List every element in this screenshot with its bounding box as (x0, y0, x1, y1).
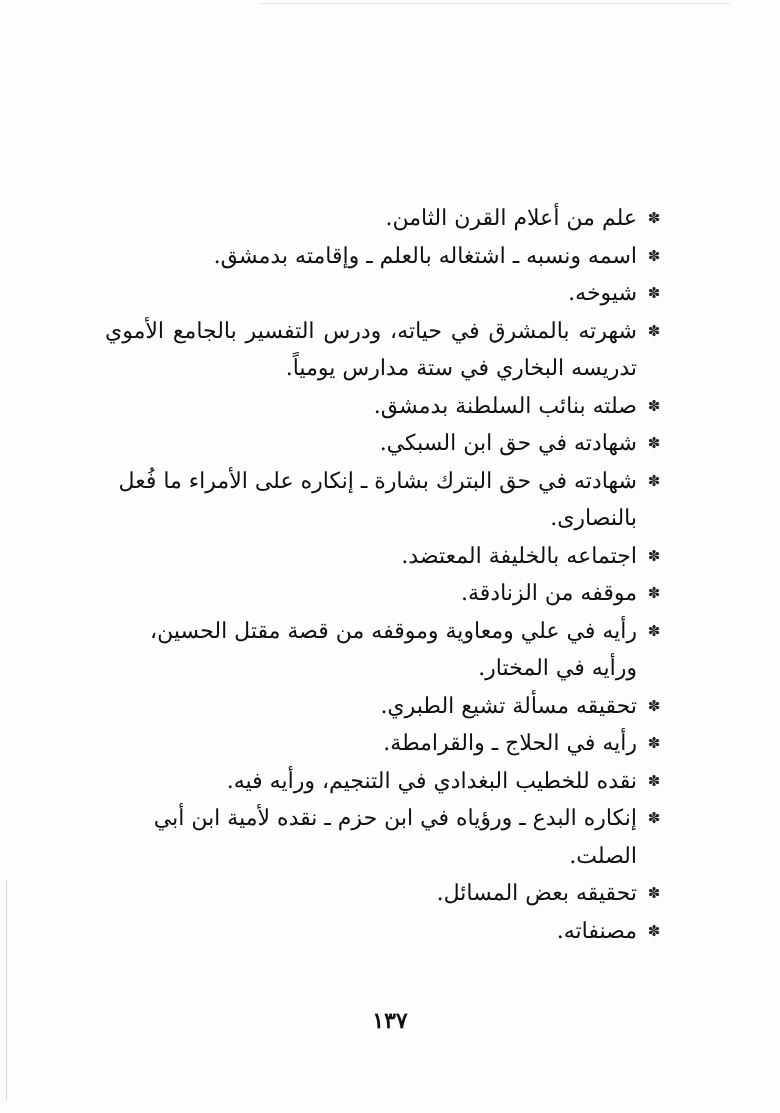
list-item (105, 313, 665, 388)
list-item-text: نقده للخطيب البغدادي في التنجيم، ورأيه فيه. (226, 768, 637, 794)
list-item (105, 238, 665, 276)
asterisk-bullet-icon: ✽ (647, 246, 661, 265)
list-item-text: إنكاره البدع ـ ورؤياه في ابن حزم ـ نقده لأمية ابن أبي الصلت. (153, 806, 637, 869)
asterisk-bullet-icon: ✽ (647, 809, 661, 827)
list-item-text: رأيه في علي ومعاوية وموقفه من قصة مقتل الحسين، ورأيه في المختار. (150, 618, 637, 681)
asterisk-bullet-icon: ✽ (647, 209, 661, 227)
asterisk-bullet-icon: ✽ (647, 771, 661, 790)
asterisk-bullet-icon: ✽ (647, 621, 661, 640)
asterisk-bullet-icon: ✽ (647, 284, 661, 302)
scan-edge-top (260, 3, 730, 4)
list-item (105, 725, 665, 763)
list-item-text: اسمه ونسبه ـ اشتغاله بالعلم ـ وإقامته بدمشق. (213, 243, 637, 269)
asterisk-bullet-icon: ✽ (647, 884, 661, 902)
list-item-text: تحقيقه بعض المسائل. (436, 881, 637, 906)
list-item (105, 575, 665, 613)
list-item-text: صلته بنائب السلطنة بدمشق. (373, 393, 637, 419)
asterisk-bullet-icon: ✽ (647, 696, 661, 715)
list-item-text: مصنفاته. (556, 918, 637, 944)
asterisk-bullet-icon: ✽ (647, 584, 661, 602)
list-item (105, 538, 665, 576)
list-item-text: شيوخه. (568, 281, 637, 306)
asterisk-bullet-icon: ✽ (647, 921, 661, 940)
list-item-text: شهادته في حق البترك بشارة ـ إنكاره على الأمراء ما فُعل بالنصارى. (118, 468, 637, 531)
asterisk-bullet-icon: ✽ (647, 471, 661, 490)
asterisk-bullet-icon: ✽ (647, 321, 661, 340)
list-item (105, 763, 665, 801)
list-item-text: شهرته بالمشرق في حياته، ودرس التفسير بالجامع الأموي تدريسه البخاري في ستة مدارس يومياً. (105, 318, 637, 381)
list-item (105, 463, 665, 538)
list-item-text: رأيه في الحلاج ـ والقرامطة. (383, 731, 637, 756)
list-item-text: موقفه من الزنادقة. (461, 581, 637, 606)
asterisk-bullet-icon: ✽ (647, 734, 661, 752)
list-item (105, 200, 665, 238)
list-item (105, 388, 665, 426)
list-item-text: تحقيقه مسألة تشيع الطبري. (380, 693, 637, 719)
list-item-text: علم من أعلام القرن الثامن. (385, 206, 637, 231)
page-number: ١٣٧ (372, 1008, 408, 1034)
list-item (105, 800, 665, 875)
asterisk-bullet-icon: ✽ (647, 396, 661, 415)
list-item (105, 875, 665, 913)
list-item (105, 688, 665, 726)
list-item (105, 275, 665, 313)
list-item (105, 425, 665, 463)
asterisk-bullet-icon: ✽ (647, 546, 661, 565)
list-item (105, 613, 665, 688)
scan-edge-left (6, 880, 7, 1100)
contents-list (105, 200, 665, 950)
list-item (105, 913, 665, 951)
asterisk-bullet-icon: ✽ (647, 434, 661, 452)
list-item-text: شهادته في حق ابن السبكي. (379, 431, 637, 456)
list-item-text: اجتماعه بالخليفة المعتضد. (401, 543, 637, 569)
